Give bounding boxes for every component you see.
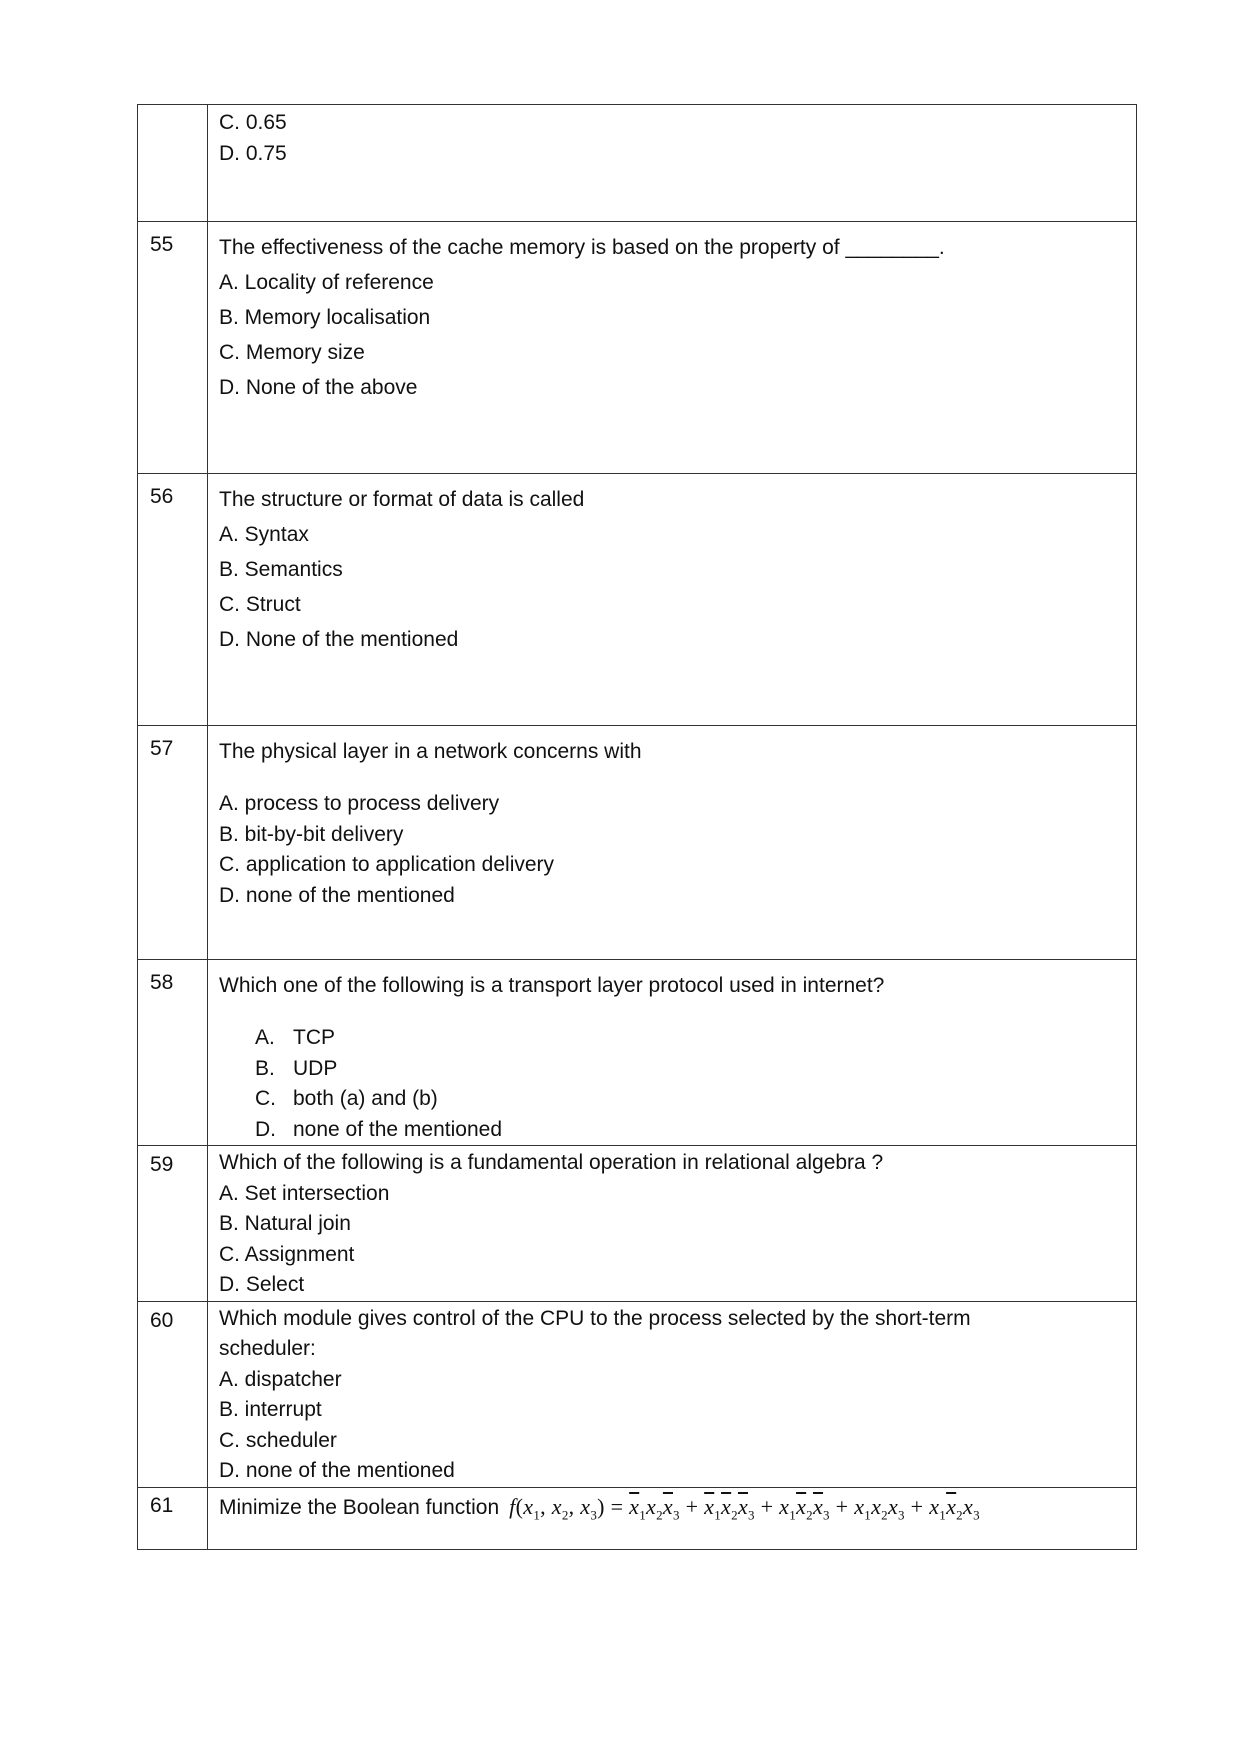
question-text: Which module gives control of the CPU to the process selected by the short-term [219, 1306, 971, 1330]
option: D. Select [219, 1273, 305, 1296]
question-number [138, 105, 208, 222]
question-table [137, 104, 1137, 1550]
question-label: Minimize the Boolean function [219, 1495, 500, 1519]
option: D. None of the mentioned [219, 628, 459, 651]
question-text: The effectiveness of the cache memory is based on the property of ________. [219, 236, 945, 259]
option: C. both (a) and (b) [255, 1087, 438, 1110]
question-number: 59 [138, 1146, 208, 1302]
option: A. Syntax [219, 523, 309, 546]
option: B. Semantics [219, 558, 343, 581]
table-row [138, 726, 1137, 960]
option: A. TCP [255, 1026, 335, 1049]
question-cell [208, 1487, 1137, 1549]
table-row [138, 1301, 1137, 1487]
option: D. none of the mentioned [219, 883, 455, 907]
option: C. scheduler [219, 1428, 337, 1452]
table-row [138, 1146, 1137, 1302]
boolean-formula: $f(x_1$, $x_2$, $x_3) = \overline{x}_1x_2\overline{x}_3 + \overline{x}_1\overline{x}_2\overline{x}_3 + x_1\overline{x}_2\overline{x}_3 + x_1x_2x_3 + x_1\overline{x}_2x_3$ [509, 1493, 980, 1522]
option: A. Set intersection [219, 1181, 390, 1205]
question-number: 58 [138, 960, 208, 1146]
option: D. none of the mentioned [219, 1459, 455, 1482]
option: B. bit-by-bit delivery [219, 822, 404, 846]
question-text: Which one of the following is a transport layer protocol used in internet? [219, 974, 885, 997]
table-row [138, 105, 1137, 222]
question-number: 61 [138, 1487, 208, 1549]
question-number: 55 [138, 222, 208, 474]
option: A. Locality of reference [219, 271, 434, 294]
option: D. 0.75 [219, 142, 287, 165]
question-number: 60 [138, 1301, 208, 1487]
question-text: The physical layer in a network concerns with [219, 740, 642, 763]
question-cell [208, 105, 1137, 222]
option: C. Struct [219, 593, 301, 616]
option: B. interrupt [219, 1398, 322, 1421]
option: D. None of the above [219, 376, 418, 399]
question-text: Which of the following is a fundamental operation in relational algebra ? [219, 1151, 884, 1174]
question-cell [208, 474, 1137, 726]
question-cell [208, 960, 1137, 1146]
option: B. UDP [255, 1056, 338, 1080]
question-text: scheduler: [219, 1337, 316, 1360]
option: B. Memory localisation [219, 306, 431, 329]
option: B. Natural join [219, 1212, 351, 1235]
option: C. application to application delivery [219, 853, 555, 876]
option: C. 0.65 [219, 111, 287, 134]
table-row [138, 1487, 1137, 1549]
question-text: The structure or format of data is called [219, 488, 585, 511]
question-number: 56 [138, 474, 208, 726]
option: D. none of the mentioned [255, 1117, 502, 1141]
option: A. dispatcher [219, 1367, 342, 1391]
question-cell [208, 726, 1137, 960]
question-cell [208, 1301, 1137, 1487]
table-row [138, 474, 1137, 726]
option: C. Memory size [219, 341, 365, 364]
question-text [219, 1492, 1126, 1530]
option: A. process to process delivery [219, 792, 500, 815]
table-row [138, 222, 1137, 474]
option: C. Assignment [219, 1242, 355, 1266]
table-row [138, 960, 1137, 1146]
question-cell [208, 222, 1137, 474]
question-number: 57 [138, 726, 208, 960]
question-cell [208, 1146, 1137, 1302]
